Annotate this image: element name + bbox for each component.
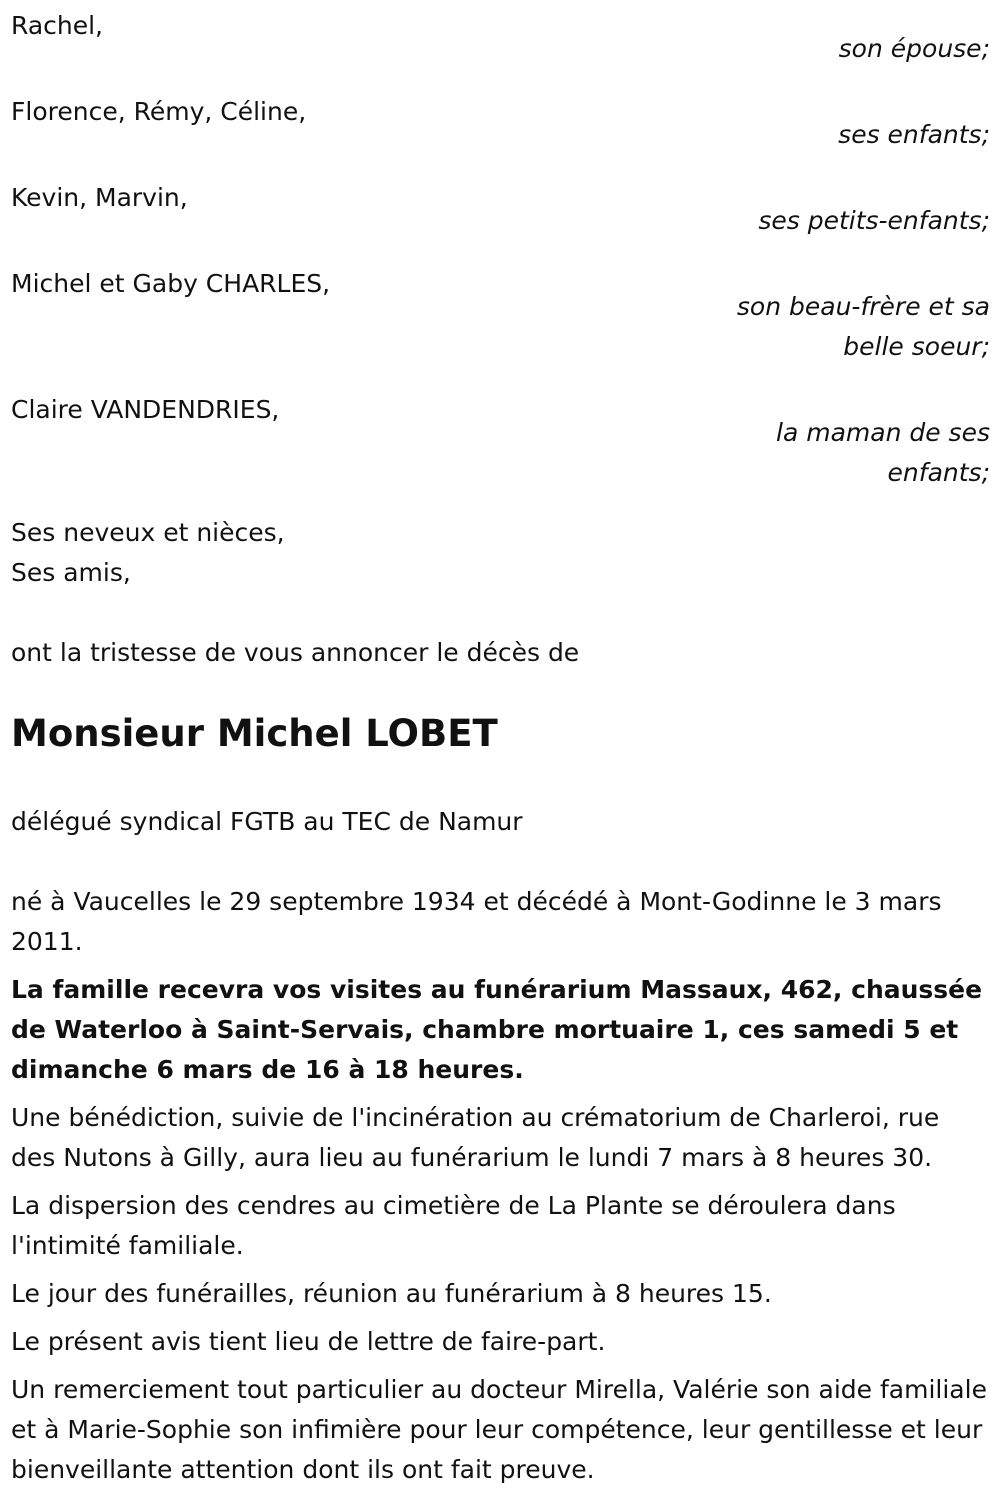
family-relation: ses enfants; — [838, 120, 990, 149]
family-name: Kevin, Marvin, — [11, 183, 188, 212]
family-list — [11, 0, 990, 493]
deceased-name: Monsieur Michel LOBET — [11, 712, 498, 755]
gathering-paragraph: Le jour des funérailles, réunion au funérarium à 8 heures 15. — [11, 1279, 772, 1308]
family-entry — [11, 264, 990, 367]
family-name: Claire VANDENDRIES, — [11, 395, 280, 424]
birth-death-dates: né à Vaucelles le 29 septembre 1934 et décédé à Mont-Godinne le 3 mars 2011. — [11, 887, 942, 956]
family-name: Michel et Gaby CHARLES, — [11, 269, 331, 298]
visits-paragraph: La famille recevra vos visites au funérarium Massaux, 462, chaussée de Waterloo à Saint-Servais, chambre mortuaire 1, ces samedi 5 et dimanche 6 mars de 16 à 18 heures. — [11, 975, 983, 1084]
notice-paragraph: Le présent avis tient lieu de lettre de faire-part. — [11, 1327, 606, 1356]
family-relation: son beau-frère et sa belle soeur; — [736, 292, 990, 361]
thanks-paragraph: Un remerciement tout particulier au docteur Mirella, Valérie son aide familiale et à Marie-Sophie son infimière pour leur compétence, leur gentillesse et leur bienveillante attention dont ils ont fait preuve. — [11, 1375, 987, 1484]
family-entry — [11, 6, 990, 69]
family-entry — [11, 92, 990, 155]
others-line: Ses neveux et nièces, — [11, 518, 285, 547]
family-name: Rachel, — [11, 11, 104, 40]
dispersion-paragraph: La dispersion des cendres au cimetière de La Plante se déroulera dans l'intimité familiale. — [11, 1191, 896, 1260]
family-relation: ses petits-enfants; — [758, 206, 990, 235]
family-name: Florence, Rémy, Céline, — [11, 97, 307, 126]
family-entry — [11, 178, 990, 241]
others-line: Ses amis, — [11, 558, 131, 587]
family-relation: la maman de ses enfants; — [776, 418, 990, 487]
announcement-text: ont la tristesse de vous annoncer le décès de — [11, 638, 580, 667]
family-relation: son épouse; — [838, 34, 990, 63]
ceremony-paragraph: Une bénédiction, suivie de l'incinération au crématorium de Charleroi, rue des Nutons à Gilly, aura lieu au funérarium le lundi 7 mars à 8 heures 30. — [11, 1103, 940, 1172]
deceased-role: délégué syndical FGTB au TEC de Namur — [11, 807, 523, 836]
family-entry — [11, 390, 990, 493]
others-list — [11, 513, 990, 593]
